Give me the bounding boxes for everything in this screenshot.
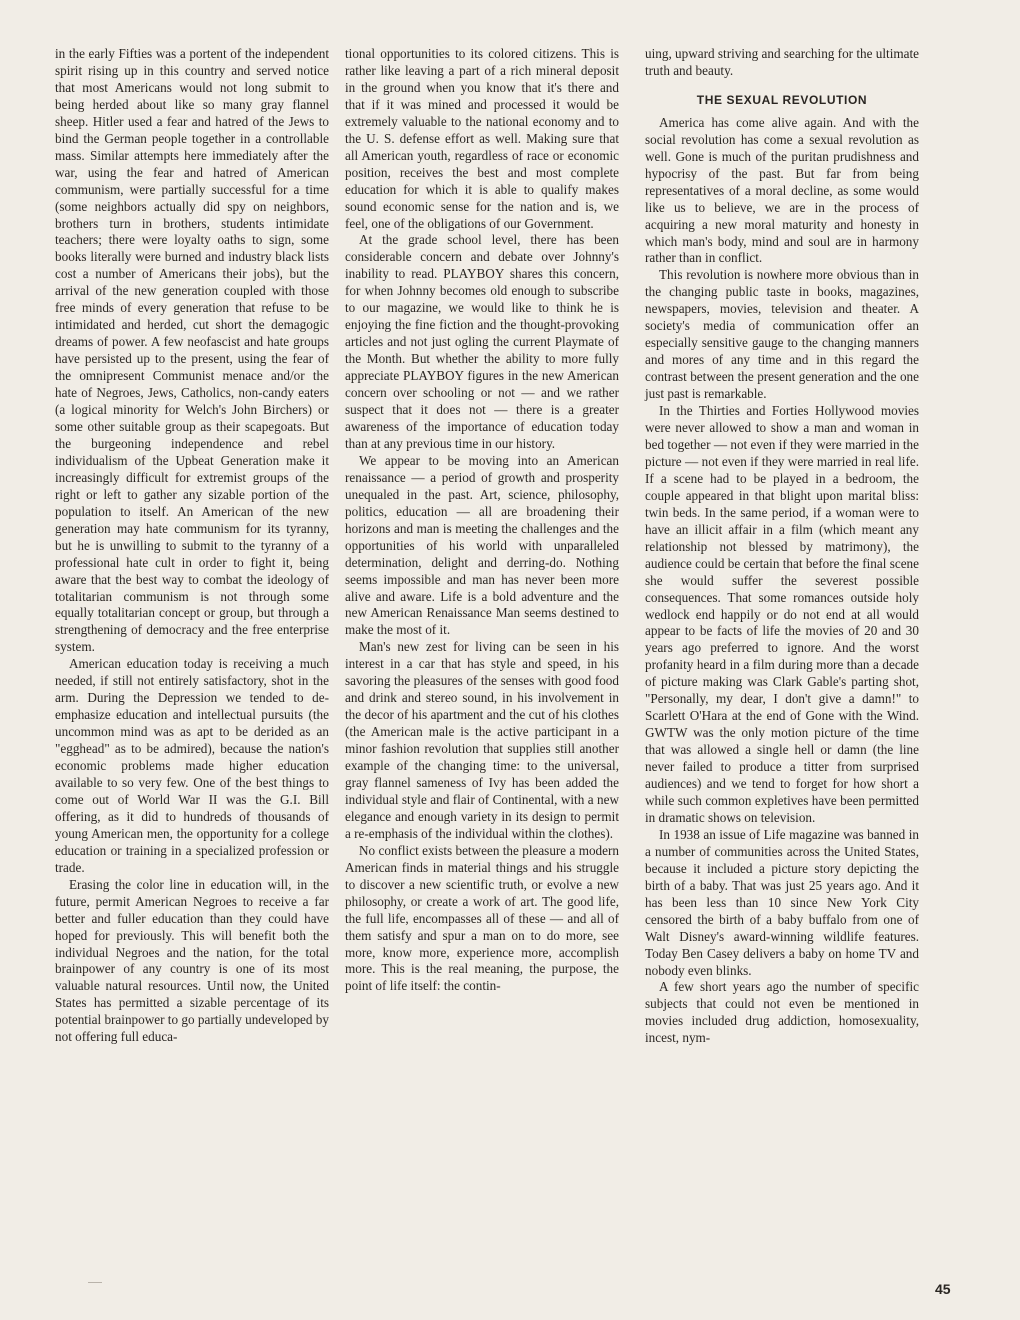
paragraph: uing, upward striving and searching for the ultimate truth and beauty. <box>645 46 919 78</box>
text-column-2 <box>345 46 619 995</box>
paragraph: in the early Fifties was a portent of the independent spirit rising up in this country and served notice that most Americans would not long submit to being herded about like so many gray flannel sheep. Hitler used a fear and hatred of the Jews to bind the German people together in a controllable mass. Similar attempts here immediately after the war, using the fear and hatred of American communism, were partially successful for a time (some neighbors actually did spy on neighbors, brothers turn in brothers, students intimidate teachers; there were loyalty oaths to sign, some books literally were burned and industry black lists cost a number of Americans their jobs), but the arrival of the new generation coupled with those free minds of every generation that refuse to be intimidated and herded, cut short the demagogic dreams of power. A few neofascist and hate groups have persisted up to the present, using the fear of the omnipresent Communist menace and/or the hate of Negroes, Jews, Catholics, non-candy eaters (a logical minority for Welch's John Birchers) or some other suitable group as their scapegoats. But the burgeoning independence and rebel individualism of the Upbeat Generation make it increasingly difficult for extremist groups of the right or left to gather any sizable portion of the population to itself. An American of the new generation may hate communism for its tyranny, but he is unwilling to submit to the tyranny of a professional hate cult in order to fight it, being aware that the best way to combat the ideology of totalitarian communism is not through some equally totalitarian concept or group, but through a strengthening of democracy and the free enterprise system. <box>55 46 329 655</box>
paragraph: In 1938 an issue of Life magazine was banned in a number of communities across the United States, because it included a picture story depicting the birth of a baby. That was just 25 years ago. And it has been less than 10 since New York City censored the birth of a baby buffalo from one of Walt Disney's award-winning wildlife features. Today Ben Casey delivers a baby on home TV and nobody even blinks. <box>645 826 919 978</box>
text-column-3 <box>645 46 919 1047</box>
paragraph: We appear to be moving into an American renaissance — a period of growth and prosperity unequaled in the past. Art, science, philosophy, politics, education — all are broadening their horizons and man is meeting the challenges and the opportunities of his world with unparalleled determination, delight and derring-do. Nothing seems impossible and man has never been more alive and aware. Life is a bold adventure and the new American Renaissance Man seems destined to make the most of it. <box>345 452 619 638</box>
paragraph: In the Thirties and Forties Hollywood movies were never allowed to show a man and woman in bed together — not even if they were married in the picture — not even if they were married in real life. If a scene had to be played in a bedroom, the couple appeared in that blight upon marital bliss: twin beds. In the same period, if a woman were to have an illicit affair in a film (which meant any relationship not blessed by matrimony), the audience could be certain that before the final scene she would suffer the severest possible consequences. That some romances outside holy wedlock end happily or do not end at all would appear to be facts of life the movies of 20 and 30 years ago preferred to ignore. And the worst profanity heard in a film during more than a decade of picture making was Clark Gable's parting shot, "Personally, my dear, I don't give a damn!" to Scarlett O'Hara at the end of Gone with the Wind. GWTW was the only motion picture of the time that was allowed a single hell or damn (the line never failed to produce a titter from surprised audiences) and we tend to forget for how short a while such common expletives have been permitted in dramatic shows on television. <box>645 403 919 825</box>
page-number: 45 <box>935 1281 951 1297</box>
paragraph: A few short years ago the number of specific subjects that could not even be mentioned in movies included drug addiction, homosexuality, incest, nym- <box>645 979 919 1046</box>
print-mark <box>88 1282 102 1283</box>
section-heading: THE SEXUAL REVOLUTION <box>696 92 868 107</box>
paragraph: tional opportunities to its colored citizens. This is rather like leaving a part of a rich mineral deposit in the ground when you know that it's there and that if it was mined and processed it would be extremely valuable to the national economy and to the U. S. defense effort as well. Making sure that all American youth, regardless of race or economic position, receives the best and most complete education for which it is able to qualify makes sound economic sense for the nation and is, we feel, one of the obligations of our Government. <box>345 46 619 231</box>
paragraph: America has come alive again. And with the social revolution has come a sexual revolution as well. Gone is much of the puritan prudishness and hypocrisy of the past. But far from being representatives of a moral decline, as some would like us to believe, we are in the process of acquiring a new moral maturity and honesty in which man's body, mind and soul are in harmony rather than in conflict. <box>645 114 919 266</box>
paragraph: No conflict exists between the pleasure a modern American finds in material things and his struggle to discover a new scientific truth, or evolve a new philosophy, or create a work of art. The good life, the full life, encompasses all of these — and all of them satisfy and spur a man on to do more, see more, know more, experience more, accomplish more. This is the real meaning, the purpose, the point of life itself: the contin- <box>345 842 619 994</box>
paragraph: Erasing the color line in education will, in the future, permit American Negroes to receive a far better and fuller education than they could have hoped for previously. This will benefit both the individual Negroes and the nation, for the total brainpower of any country is one of its most valuable natural resources. Until now, the United States has permitted a sizable percentage of its potential brainpower to go partially undeveloped by not offering full educa- <box>55 876 329 1045</box>
paragraph: Man's new zest for living can be seen in his interest in a car that has style and speed, in his savoring the pleasures of the senses with good food and drink and stereo sound, in his involvement in the decor of his apartment and the cut of his clothes (the American male is the active participant in a minor fashion revolution that supplies still another example of the changing time: to the universal, gray flannel sameness of Ivy has been added the individual style and flair of Continental, with a new elegance and enough variety in its design to permit a re-emphasis of the individual within the clothes). <box>345 639 619 841</box>
paragraph: American education today is receiving a much needed, if still not entirely satisfactory, shot in the arm. During the Depression we tended to de-emphasize education and intellectual pursuits (the uncommon mind was as apt to be derided as an "egghead" as to be admired), because the nation's economic problems made higher education available to so very few. One of the best things to come out of World War II was the G.I. Bill offering, as it did to hundreds of thousands of young American men, the opportunity for a college education or training in a specialized profession or trade. <box>55 656 329 875</box>
paragraph: At the grade school level, there has been considerable concern and debate over Johnny's inability to read. PLAYBOY shares this concern, for when Johnny becomes old enough to subscribe to our magazine, we would like to think he is enjoying the fine fiction and the thought-provoking articles and not just ogling the current Playmate of the Month. But whether the ability to more fully appreciate PLAYBOY figures in the new American concern over schooling or not — and we rather suspect that it does not — there is a greater awareness of the importance of education today than at any previous time in our history. <box>345 232 619 451</box>
paragraph: This revolution is nowhere more obvious than in the changing public taste in books, magazines, newspapers, movies, television and theater. A society's media of communication offer an especially sensitive gauge to the changing manners and mores of any time and in this regard the contrast between the present generation and the one just past is remarkable. <box>645 267 919 402</box>
text-column-1 <box>55 46 329 1046</box>
